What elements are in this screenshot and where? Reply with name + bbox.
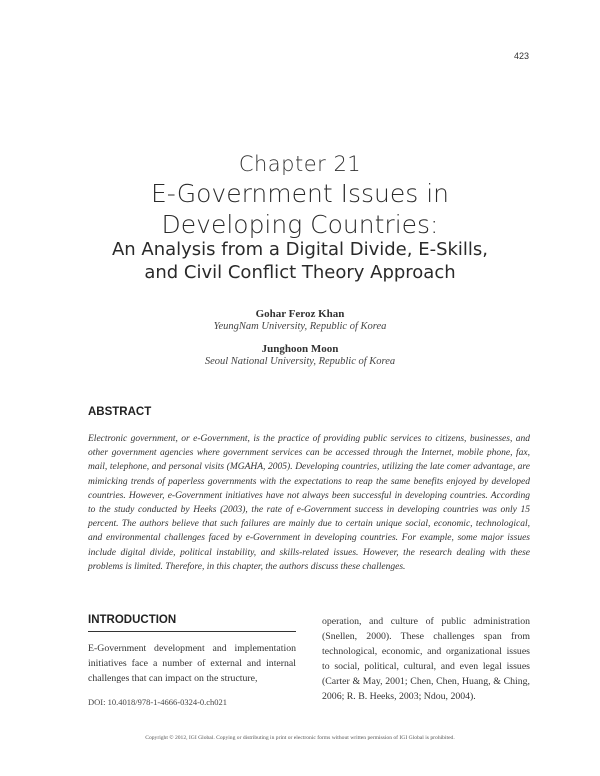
title-line-2: Developing Countries: bbox=[161, 210, 439, 239]
intro-column-2: operation, and culture of public administration (Snellen, 2000). These challenges span from technological, economic, and organizational issues to social, political, cultural, and even legal issues (Carter & May, 2001; Chen, Chen, Huang, & Ching, 2006; R. B. Heeks, 2003; Ndou, 2004). bbox=[322, 616, 530, 702]
abstract-heading: ABSTRACT bbox=[88, 406, 152, 418]
introduction-heading: INTRODUCTION bbox=[88, 614, 177, 626]
doi: DOI: 10.4018/978-1-4666-0324-0.ch021 bbox=[88, 697, 228, 707]
chapter-subtitle bbox=[0, 238, 600, 284]
subtitle-line-2: and Civil Conflict Theory Approach bbox=[144, 262, 456, 283]
author-name: Junghoon Moon bbox=[261, 343, 339, 355]
section-divider bbox=[88, 631, 296, 632]
intro-column-1: E-Government development and implementation initiatives face a number of external and internal challenges that can impact on the structure, bbox=[88, 643, 296, 684]
page-number: 423 bbox=[513, 51, 529, 61]
chapter-title bbox=[0, 178, 600, 240]
title-line-1: E-Government Issues in bbox=[151, 179, 449, 208]
author-affiliation: Seoul National University, Republic of Korea bbox=[204, 356, 396, 367]
author-name: Gohar Feroz Khan bbox=[255, 308, 345, 320]
abstract-text: Electronic government, or e-Government, is the practice of providing public services to citizens, businesses, and other government agencies where government services can be accessed through the Internet, mobile phone, fax, mail, telephone, and personal visits (MGAHA, 2005). Developing countries, utilizing the late comer advantage, are mimicking trends of paperless governments with the expectations to reap the same benefits enjoyed by developed countries. However, e-Government initiatives have not always been successful in developing countries. According to the study conducted by Heeks (2003), the rate of e-Government success in developing countries was only 15 percent. The authors believe that such failures are mainly due to certain unique social, economic, technological, and environmental challenges faced by e-Government in developing countries. For example, some major issues include digital divide, political instability, and skills-related issues. However, the research dealing with these problems is limited. Therefore, in this chapter, the authors discuss these challenges. bbox=[88, 434, 530, 572]
copyright-notice: Copyright © 2012, IGI Global. Copying or distributing in print or electronic forms without written permission of IGI Global is prohibited. bbox=[145, 735, 455, 741]
subtitle-line-1: An Analysis from a Digital Divide, E-Skills, bbox=[111, 239, 489, 260]
chapter-label: Chapter 21 bbox=[238, 152, 362, 176]
author-affiliation: YeungNam University, Republic of Korea bbox=[213, 321, 387, 332]
